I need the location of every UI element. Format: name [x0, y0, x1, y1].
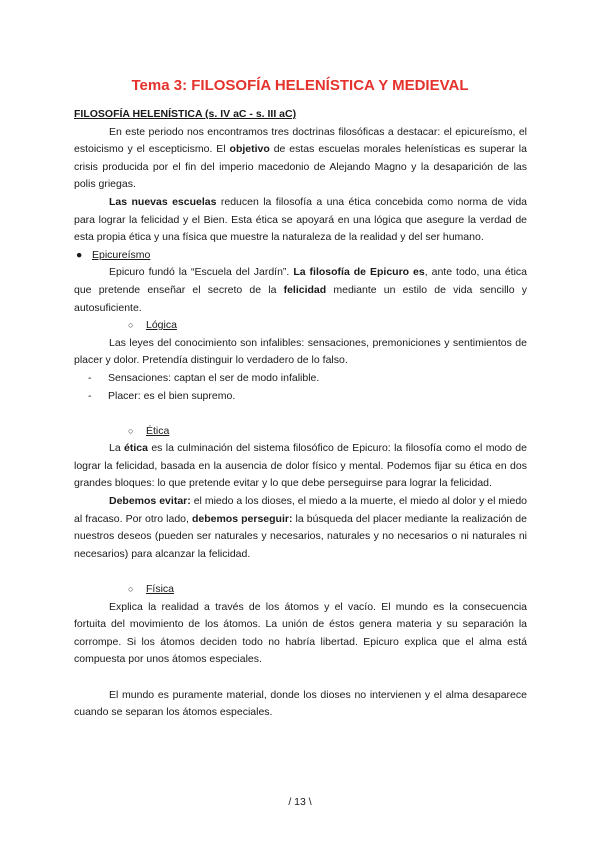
fisica-paragraph-1: Explica la realidad a través de los átomos y el vacío. El mundo es la consecuencia fortuita del movimiento de los átomos. La unión de éstos genera materia y su separación la corrompe. Si los átomos deciden todo no habría libertad. Epicuro explica que el alma está compuesta por unos átomos especiales.: [74, 600, 527, 666]
circle-bullet-icon: ○: [128, 584, 134, 595]
logica-heading: ○ Lógica: [74, 317, 527, 335]
intro-paragraph-1: En este periodo nos encontramos tres doctrinas filosóficas a destacar: el epicureísmo, el estoicismo y el escepticismo. El objetivo de estas escuelas morales helenísticas es superar la crisis producida por el fin del imperio macedonio de Alejando Magno y la desaparición de las polis griegas.: [74, 125, 527, 191]
intro-paragraph-2: Las nuevas escuelas reducen la filosofía a una ética concebida como norma de vida para lograr la felicidad y el Bien. Esta ética se apoyará en una lógica que asegure la verdad de esta propia ética y una física que muestre la naturaleza de la realidad y del ser humano.: [74, 195, 528, 244]
list-item: - Placer: es el bien supremo.: [88, 389, 236, 402]
bullet-icon: ●: [76, 248, 83, 261]
epicureismo-heading: ● Epicureísmo: [74, 247, 527, 265]
fisica-heading: ○ Física: [74, 581, 527, 599]
etica-paragraph-1: La ética es la culminación del sistema filosófico de Epicuro: la filosofía como el modo de lograr la felicidad, basada en la ausencia de dolor físico y mental. Podemos fijar su ética en dos grandes bloques: lo que pretende evitar y lo que debe perseguirse para lograr la felicidad.: [74, 442, 527, 490]
list-item: - Sensaciones: captan el ser de modo infalible.: [88, 371, 320, 384]
page-title: Tema 3: FILOSOFÍA HELENÍSTICA Y MEDIEVAL: [131, 77, 469, 94]
epicureismo-paragraph: Epicuro fundó la “Escuela del Jardín”. La filosofía de Epicuro es, ante todo, una ética que pretende enseñar el secreto de la felicidad mediante un estilo de vida sencillo y autosuficiente.: [74, 266, 528, 314]
document-body: [74, 106, 527, 722]
etica-heading: ○ Ética: [74, 423, 527, 441]
etica-paragraph-2: Debemos evitar: el miedo a los dioses, el miedo a la muerte, el miedo al dolor y el miedo al fracaso. Por otro lado, debemos perseguir: la búsqueda del placer mediante la realización de nuestros deseos (pueden ser naturales y necesarios, naturales y no necesarios o ni naturales ni necesarios) para alcanzar la felicidad.: [74, 495, 527, 560]
circle-bullet-icon: ○: [128, 320, 134, 331]
page-number: / 13 \: [288, 796, 312, 808]
circle-bullet-icon: ○: [128, 425, 134, 436]
section-heading: FILOSOFÍA HELENÍSTICA (s. IV aC - s. III aC): [74, 108, 297, 120]
logica-paragraph: Las leyes del conocimiento son infalibles: sensaciones, premoniciones y sentimientos de placer y dolor. Pretendía distinguir lo verdadero de lo falso.: [74, 336, 527, 367]
fisica-paragraph-2: El mundo es puramente material, donde los dioses no intervienen y el alma desaparece cuando se separan los átomos especiales.: [74, 688, 527, 719]
